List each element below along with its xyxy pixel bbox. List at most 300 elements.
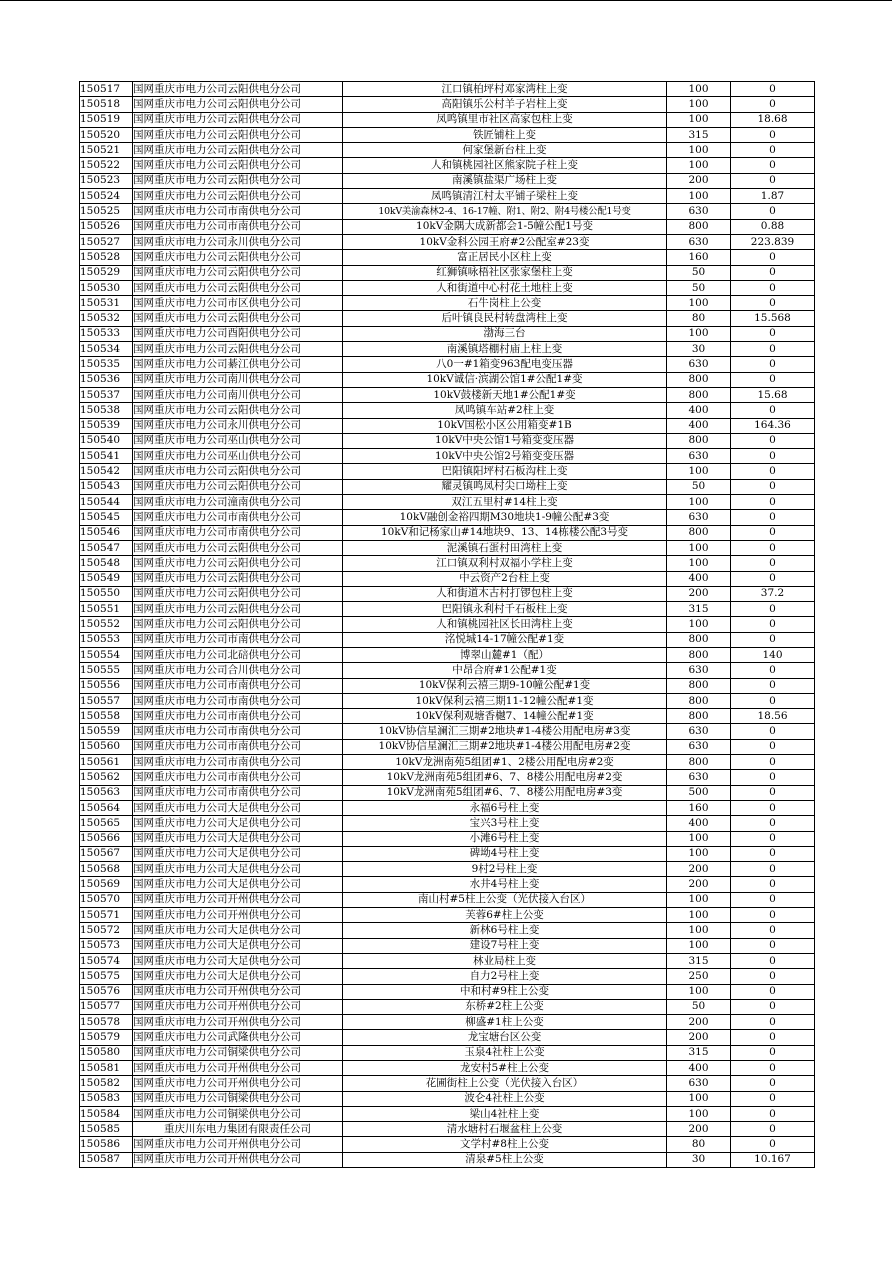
- row-transformer-name: 双江五里村#14柱上变: [343, 495, 667, 510]
- table-row: [80, 219, 815, 234]
- row-transformer-name: 9村2号柱上变: [343, 862, 667, 877]
- row-transformer-name: 龙安村5#柱上公变: [343, 1061, 667, 1076]
- row-company: 国网重庆市电力公司云阳供电分公司: [133, 280, 343, 295]
- row-capacity: 100: [667, 143, 731, 158]
- row-capacity: 80: [667, 311, 731, 326]
- row-capacity: 630: [667, 204, 731, 219]
- row-company: 国网重庆市电力公司永川供电分公司: [133, 418, 343, 433]
- row-id: 150553: [80, 632, 133, 647]
- row-transformer-name: 富正居民小区柱上变: [343, 250, 667, 265]
- row-company: 国网重庆市电力公司云阳供电分公司: [133, 571, 343, 586]
- row-value: 164.36: [731, 418, 815, 433]
- row-value: 0: [731, 326, 815, 341]
- row-transformer-name: 耀灵镇鸣凤村尖口坳柱上变: [343, 479, 667, 494]
- table-row: [80, 1091, 815, 1106]
- row-value: 223.839: [731, 234, 815, 249]
- row-value: 0: [731, 739, 815, 754]
- row-id: 150572: [80, 923, 133, 938]
- table-row: [80, 938, 815, 953]
- row-transformer-name: 凤鸣镇里市社区高家包柱上变: [343, 112, 667, 127]
- row-id: 150571: [80, 908, 133, 923]
- row-id: 150545: [80, 510, 133, 525]
- row-value: 0: [731, 938, 815, 953]
- row-capacity: 630: [667, 724, 731, 739]
- row-capacity: 100: [667, 556, 731, 571]
- row-value: 0: [731, 862, 815, 877]
- row-transformer-name: 龙宝塘台区公变: [343, 1030, 667, 1045]
- row-transformer-name: 10kV协信星澜汇三期#2地块#1-4楼公用配电房#3变: [343, 724, 667, 739]
- row-capacity: 315: [667, 127, 731, 142]
- row-company: 国网重庆市电力公司大足供电分公司: [133, 953, 343, 968]
- row-value: 0: [731, 1122, 815, 1137]
- row-value: 0: [731, 800, 815, 815]
- row-capacity: 800: [667, 433, 731, 448]
- row-transformer-name: 10kV龙洲南苑5组团#6、7、8楼公用配电房#2变: [343, 770, 667, 785]
- row-capacity: 630: [667, 770, 731, 785]
- table-row: [80, 693, 815, 708]
- row-capacity: 630: [667, 449, 731, 464]
- row-id: 150570: [80, 892, 133, 907]
- table-body: [80, 82, 815, 1168]
- row-transformer-name: 凤鸣镇车站#2柱上变: [343, 403, 667, 418]
- table-row: [80, 143, 815, 158]
- row-id: 150583: [80, 1091, 133, 1106]
- row-id: 150560: [80, 739, 133, 754]
- row-company: 国网重庆市电力公司开州供电分公司: [133, 1015, 343, 1030]
- table-row: [80, 1045, 815, 1060]
- row-id: 150539: [80, 418, 133, 433]
- row-value: 0: [731, 846, 815, 861]
- row-capacity: 100: [667, 1106, 731, 1121]
- row-company: 国网重庆市电力公司云阳供电分公司: [133, 82, 343, 97]
- row-transformer-name: 10kV保利观塘香樾7、14幢公配#1变: [343, 709, 667, 724]
- row-company: 国网重庆市电力公司开州供电分公司: [133, 1061, 343, 1076]
- row-transformer-name: 永福6号柱上变: [343, 800, 667, 815]
- row-company: 国网重庆市电力公司市南供电分公司: [133, 709, 343, 724]
- row-company: 重庆川东电力集团有限责任公司: [133, 1122, 343, 1137]
- row-capacity: 100: [667, 82, 731, 97]
- row-transformer-name: 泥溪镇石蛋村田湾柱上变: [343, 540, 667, 555]
- row-company: 国网重庆市电力公司云阳供电分公司: [133, 189, 343, 204]
- table-row: [80, 464, 815, 479]
- row-value: 0: [731, 510, 815, 525]
- table-row: [80, 663, 815, 678]
- row-transformer-name: 10kV保利云禧三期11-12幢公配#1变: [343, 693, 667, 708]
- row-transformer-name: 碑坳4号柱上变: [343, 846, 667, 861]
- row-id: 150581: [80, 1061, 133, 1076]
- row-capacity: 100: [667, 938, 731, 953]
- row-id: 150556: [80, 678, 133, 693]
- table-row: [80, 862, 815, 877]
- row-company: 国网重庆市电力公司綦江供电分公司: [133, 357, 343, 372]
- row-id: 150543: [80, 479, 133, 494]
- row-company: 国网重庆市电力公司铜梁供电分公司: [133, 1106, 343, 1121]
- row-value: 1.87: [731, 189, 815, 204]
- row-transformer-name: 新林6号柱上变: [343, 923, 667, 938]
- row-id: 150582: [80, 1076, 133, 1091]
- row-value: 0: [731, 1091, 815, 1106]
- row-transformer-name: 中昂合府#1公配#1变: [343, 663, 667, 678]
- row-value: 0: [731, 617, 815, 632]
- row-capacity: 100: [667, 112, 731, 127]
- row-value: 0: [731, 571, 815, 586]
- row-transformer-name: 10kV国松小区公用箱变#1B: [343, 418, 667, 433]
- row-company: 国网重庆市电力公司市南供电分公司: [133, 755, 343, 770]
- row-value: 0: [731, 693, 815, 708]
- row-transformer-name: 柳盛#1柱上公变: [343, 1015, 667, 1030]
- row-company: 国网重庆市电力公司开州供电分公司: [133, 999, 343, 1014]
- table-row: [80, 127, 815, 142]
- row-company: 国网重庆市电力公司云阳供电分公司: [133, 540, 343, 555]
- row-capacity: 500: [667, 785, 731, 800]
- table-row: [80, 709, 815, 724]
- table-row: [80, 449, 815, 464]
- table-row: [80, 892, 815, 907]
- row-capacity: 160: [667, 250, 731, 265]
- row-company: 国网重庆市电力公司云阳供电分公司: [133, 602, 343, 617]
- row-company: 国网重庆市电力公司潼南供电分公司: [133, 495, 343, 510]
- row-capacity: 200: [667, 173, 731, 188]
- row-transformer-name: 10kV保利云禧三期9-10幢公配#1变: [343, 678, 667, 693]
- row-company: 国网重庆市电力公司云阳供电分公司: [133, 479, 343, 494]
- row-id: 150566: [80, 831, 133, 846]
- row-capacity: 100: [667, 296, 731, 311]
- table-row: [80, 556, 815, 571]
- row-capacity: 100: [667, 846, 731, 861]
- row-capacity: 315: [667, 953, 731, 968]
- row-value: 0: [731, 479, 815, 494]
- row-capacity: 100: [667, 617, 731, 632]
- row-capacity: 800: [667, 693, 731, 708]
- table-row: [80, 311, 815, 326]
- row-transformer-name: 博翠山麓#1（配）: [343, 647, 667, 662]
- row-capacity: 100: [667, 908, 731, 923]
- row-transformer-name: 10kV和记杨家山#14地块9、13、14栋楼公配3号变: [343, 525, 667, 540]
- row-capacity: 315: [667, 602, 731, 617]
- table-row: [80, 112, 815, 127]
- row-value: 0: [731, 143, 815, 158]
- row-company: 国网重庆市电力公司北碚供电分公司: [133, 647, 343, 662]
- row-transformer-name: 10kV美渝森林2-4、16-17幢、附1、附2、附4号楼公配1号变: [343, 204, 667, 219]
- row-id: 150538: [80, 403, 133, 418]
- table-row: [80, 984, 815, 999]
- row-company: 国网重庆市电力公司云阳供电分公司: [133, 617, 343, 632]
- row-value: 0: [731, 892, 815, 907]
- row-company: 国网重庆市电力公司南川供电分公司: [133, 372, 343, 387]
- row-capacity: 400: [667, 571, 731, 586]
- row-company: 国网重庆市电力公司市南供电分公司: [133, 770, 343, 785]
- table-row: [80, 724, 815, 739]
- row-transformer-name: 东桥#2柱上公变: [343, 999, 667, 1014]
- row-id: 150569: [80, 877, 133, 892]
- row-value: 0: [731, 158, 815, 173]
- row-company: 国网重庆市电力公司大足供电分公司: [133, 938, 343, 953]
- table-row: [80, 602, 815, 617]
- table-row: [80, 525, 815, 540]
- row-transformer-name: 10kV融创金裕四期M30地块1-9幢公配#3变: [343, 510, 667, 525]
- page-top-border: [0, 0, 892, 1]
- row-company: 国网重庆市电力公司市南供电分公司: [133, 785, 343, 800]
- row-company: 国网重庆市电力公司大足供电分公司: [133, 816, 343, 831]
- table-row: [80, 739, 815, 754]
- row-transformer-name: 10kV鼓楼新天地1#公配1#变: [343, 387, 667, 402]
- row-id: 150578: [80, 1015, 133, 1030]
- row-id: 150532: [80, 311, 133, 326]
- row-company: 国网重庆市电力公司市南供电分公司: [133, 693, 343, 708]
- row-id: 150558: [80, 709, 133, 724]
- table-row: [80, 999, 815, 1014]
- row-capacity: 800: [667, 372, 731, 387]
- row-company: 国网重庆市电力公司市南供电分公司: [133, 525, 343, 540]
- row-transformer-name: 巴阳镇阳坪村石板沟柱上变: [343, 464, 667, 479]
- row-value: 0: [731, 877, 815, 892]
- row-id: 150549: [80, 571, 133, 586]
- table-row: [80, 1030, 815, 1045]
- table-row: [80, 1152, 815, 1167]
- row-transformer-name: 江口镇双利村双福小学柱上变: [343, 556, 667, 571]
- row-id: 150586: [80, 1137, 133, 1152]
- row-transformer-name: 红狮镇咏梧社区张家堡柱上变: [343, 265, 667, 280]
- table-row: [80, 418, 815, 433]
- row-transformer-name: 人和镇桃园社区熊家院子柱上变: [343, 158, 667, 173]
- table-row: [80, 495, 815, 510]
- row-id: 150535: [80, 357, 133, 372]
- table-row: [80, 510, 815, 525]
- row-value: 0: [731, 540, 815, 555]
- row-transformer-name: 南山村#5柱上公变（光伏接入台区）: [343, 892, 667, 907]
- row-id: 150530: [80, 280, 133, 295]
- table-row: [80, 1122, 815, 1137]
- table-row: [80, 647, 815, 662]
- row-id: 150519: [80, 112, 133, 127]
- row-company: 国网重庆市电力公司云阳供电分公司: [133, 173, 343, 188]
- row-transformer-name: 10kV协信星澜汇三期#2地块#1-4楼公用配电房#2变: [343, 739, 667, 754]
- row-transformer-name: 渤海三台: [343, 326, 667, 341]
- row-value: 0: [731, 82, 815, 97]
- table-row: [80, 632, 815, 647]
- row-company: 国网重庆市电力公司开州供电分公司: [133, 1152, 343, 1167]
- row-transformer-name: 10kV中央公馆1号箱变变压器: [343, 433, 667, 448]
- row-company: 国网重庆市电力公司云阳供电分公司: [133, 311, 343, 326]
- table-row: [80, 800, 815, 815]
- row-capacity: 630: [667, 663, 731, 678]
- table-row: [80, 357, 815, 372]
- table-row: [80, 265, 815, 280]
- row-id: 150540: [80, 433, 133, 448]
- row-value: 0: [731, 296, 815, 311]
- row-transformer-name: 波仑4社柱上公变: [343, 1091, 667, 1106]
- row-transformer-name: 巴阳镇永利村千石板柱上变: [343, 602, 667, 617]
- table-row: [80, 296, 815, 311]
- row-transformer-name: 中和村#9柱上公变: [343, 984, 667, 999]
- row-capacity: 100: [667, 984, 731, 999]
- row-company: 国网重庆市电力公司市区供电分公司: [133, 296, 343, 311]
- row-id: 150580: [80, 1045, 133, 1060]
- row-transformer-name: 洺悦城14-17幢公配#1变: [343, 632, 667, 647]
- row-value: 140: [731, 647, 815, 662]
- row-capacity: 50: [667, 265, 731, 280]
- table-row: [80, 923, 815, 938]
- table-row: [80, 1061, 815, 1076]
- row-capacity: 100: [667, 540, 731, 555]
- row-value: 0: [731, 632, 815, 647]
- row-company: 国网重庆市电力公司云阳供电分公司: [133, 97, 343, 112]
- row-value: 0: [731, 785, 815, 800]
- table-row: [80, 173, 815, 188]
- row-capacity: 630: [667, 234, 731, 249]
- row-value: 0: [731, 403, 815, 418]
- row-capacity: 200: [667, 586, 731, 601]
- row-capacity: 100: [667, 326, 731, 341]
- row-company: 国网重庆市电力公司云阳供电分公司: [133, 143, 343, 158]
- row-value: 0: [731, 1106, 815, 1121]
- row-id: 150562: [80, 770, 133, 785]
- row-capacity: 30: [667, 342, 731, 357]
- table-row: [80, 97, 815, 112]
- row-capacity: 50: [667, 280, 731, 295]
- row-company: 国网重庆市电力公司市南供电分公司: [133, 219, 343, 234]
- row-id: 150524: [80, 189, 133, 204]
- table-row: [80, 280, 815, 295]
- row-transformer-name: 何家堡新台柱上变: [343, 143, 667, 158]
- row-transformer-name: 小滩6号柱上变: [343, 831, 667, 846]
- row-id: 150548: [80, 556, 133, 571]
- table-row: [80, 372, 815, 387]
- row-value: 0: [731, 250, 815, 265]
- row-value: 0: [731, 464, 815, 479]
- table-row: [80, 816, 815, 831]
- row-company: 国网重庆市电力公司市南供电分公司: [133, 510, 343, 525]
- row-value: 0: [731, 372, 815, 387]
- row-company: 国网重庆市电力公司市南供电分公司: [133, 632, 343, 647]
- row-company: 国网重庆市电力公司开州供电分公司: [133, 892, 343, 907]
- row-capacity: 200: [667, 877, 731, 892]
- row-company: 国网重庆市电力公司开州供电分公司: [133, 1076, 343, 1091]
- row-value: 0: [731, 449, 815, 464]
- row-company: 国网重庆市电力公司云阳供电分公司: [133, 556, 343, 571]
- row-id: 150559: [80, 724, 133, 739]
- row-id: 150522: [80, 158, 133, 173]
- row-transformer-name: 10kV诚信·滨湖公馆1#公配1#变: [343, 372, 667, 387]
- row-id: 150565: [80, 816, 133, 831]
- row-transformer-name: 凤鸣镇清江村太平铺子梁柱上变: [343, 189, 667, 204]
- row-value: 18.56: [731, 709, 815, 724]
- row-value: 37.2: [731, 586, 815, 601]
- row-id: 150579: [80, 1030, 133, 1045]
- row-value: 0: [731, 1076, 815, 1091]
- row-value: 0: [731, 969, 815, 984]
- table-row: [80, 1076, 815, 1091]
- row-id: 150563: [80, 785, 133, 800]
- row-value: 0: [731, 755, 815, 770]
- row-value: 18.68: [731, 112, 815, 127]
- row-transformer-name: 10kV龙洲南苑5组团#6、7、8楼公用配电房#3变: [343, 785, 667, 800]
- row-capacity: 800: [667, 647, 731, 662]
- row-id: 150528: [80, 250, 133, 265]
- row-value: 0: [731, 724, 815, 739]
- transformer-table: [79, 81, 815, 1168]
- table-row: [80, 342, 815, 357]
- row-company: 国网重庆市电力公司云阳供电分公司: [133, 127, 343, 142]
- row-capacity: 30: [667, 1152, 731, 1167]
- row-transformer-name: 铁匠铺柱上变: [343, 127, 667, 142]
- row-value: 0: [731, 602, 815, 617]
- row-company: 国网重庆市电力公司武隆供电分公司: [133, 1030, 343, 1045]
- table-row: [80, 571, 815, 586]
- row-id: 150534: [80, 342, 133, 357]
- row-transformer-name: 自力2号柱上变: [343, 969, 667, 984]
- row-company: 国网重庆市电力公司铜梁供电分公司: [133, 1045, 343, 1060]
- row-transformer-name: 南溪镇盐渠广场柱上变: [343, 173, 667, 188]
- row-company: 国网重庆市电力公司酉阳供电分公司: [133, 326, 343, 341]
- row-company: 国网重庆市电力公司合川供电分公司: [133, 663, 343, 678]
- table-row: [80, 755, 815, 770]
- row-id: 150564: [80, 800, 133, 815]
- row-company: 国网重庆市电力公司南川供电分公司: [133, 387, 343, 402]
- table-row: [80, 204, 815, 219]
- row-id: 150585: [80, 1122, 133, 1137]
- table-row: [80, 678, 815, 693]
- row-value: 0: [731, 923, 815, 938]
- row-id: 150533: [80, 326, 133, 341]
- row-capacity: 100: [667, 189, 731, 204]
- row-transformer-name: 玉泉4社柱上公变: [343, 1045, 667, 1060]
- row-transformer-name: 清水塘村石堰盆柱上公变: [343, 1122, 667, 1137]
- row-capacity: 100: [667, 1091, 731, 1106]
- row-id: 150584: [80, 1106, 133, 1121]
- row-company: 国网重庆市电力公司云阳供电分公司: [133, 403, 343, 418]
- row-company: 国网重庆市电力公司云阳供电分公司: [133, 250, 343, 265]
- row-company: 国网重庆市电力公司云阳供电分公司: [133, 464, 343, 479]
- row-id: 150523: [80, 173, 133, 188]
- row-transformer-name: 10kV龙洲南苑5组团#1、2楼公用配电房#2变: [343, 755, 667, 770]
- table-row: [80, 1106, 815, 1121]
- row-transformer-name: 芙蓉6#柱上公变: [343, 908, 667, 923]
- row-capacity: 200: [667, 1122, 731, 1137]
- row-id: 150531: [80, 296, 133, 311]
- row-company: 国网重庆市电力公司大足供电分公司: [133, 969, 343, 984]
- row-id: 150518: [80, 97, 133, 112]
- row-capacity: 630: [667, 1076, 731, 1091]
- row-capacity: 400: [667, 816, 731, 831]
- row-capacity: 630: [667, 357, 731, 372]
- row-transformer-name: 10kV金隅大成新都会1-5幢公配1号变: [343, 219, 667, 234]
- row-capacity: 800: [667, 678, 731, 693]
- row-company: 国网重庆市电力公司巫山供电分公司: [133, 433, 343, 448]
- table-row: [80, 831, 815, 846]
- row-company: 国网重庆市电力公司大足供电分公司: [133, 877, 343, 892]
- row-transformer-name: 花圃街柱上公变（光伏接入台区）: [343, 1076, 667, 1091]
- row-company: 国网重庆市电力公司云阳供电分公司: [133, 265, 343, 280]
- row-capacity: 630: [667, 510, 731, 525]
- table-row: [80, 969, 815, 984]
- row-value: 0: [731, 831, 815, 846]
- row-company: 国网重庆市电力公司大足供电分公司: [133, 862, 343, 877]
- row-transformer-name: 八0一#1箱变963配电变压器: [343, 357, 667, 372]
- row-company: 国网重庆市电力公司云阳供电分公司: [133, 342, 343, 357]
- row-company: 国网重庆市电力公司开州供电分公司: [133, 1137, 343, 1152]
- row-id: 150536: [80, 372, 133, 387]
- table-row: [80, 785, 815, 800]
- row-value: 0: [731, 908, 815, 923]
- row-transformer-name: 石牛岗柱上公变: [343, 296, 667, 311]
- table-row: [80, 326, 815, 341]
- row-capacity: 800: [667, 387, 731, 402]
- row-id: 150520: [80, 127, 133, 142]
- row-value: 0: [731, 342, 815, 357]
- row-value: 0: [731, 1045, 815, 1060]
- row-value: 0: [731, 984, 815, 999]
